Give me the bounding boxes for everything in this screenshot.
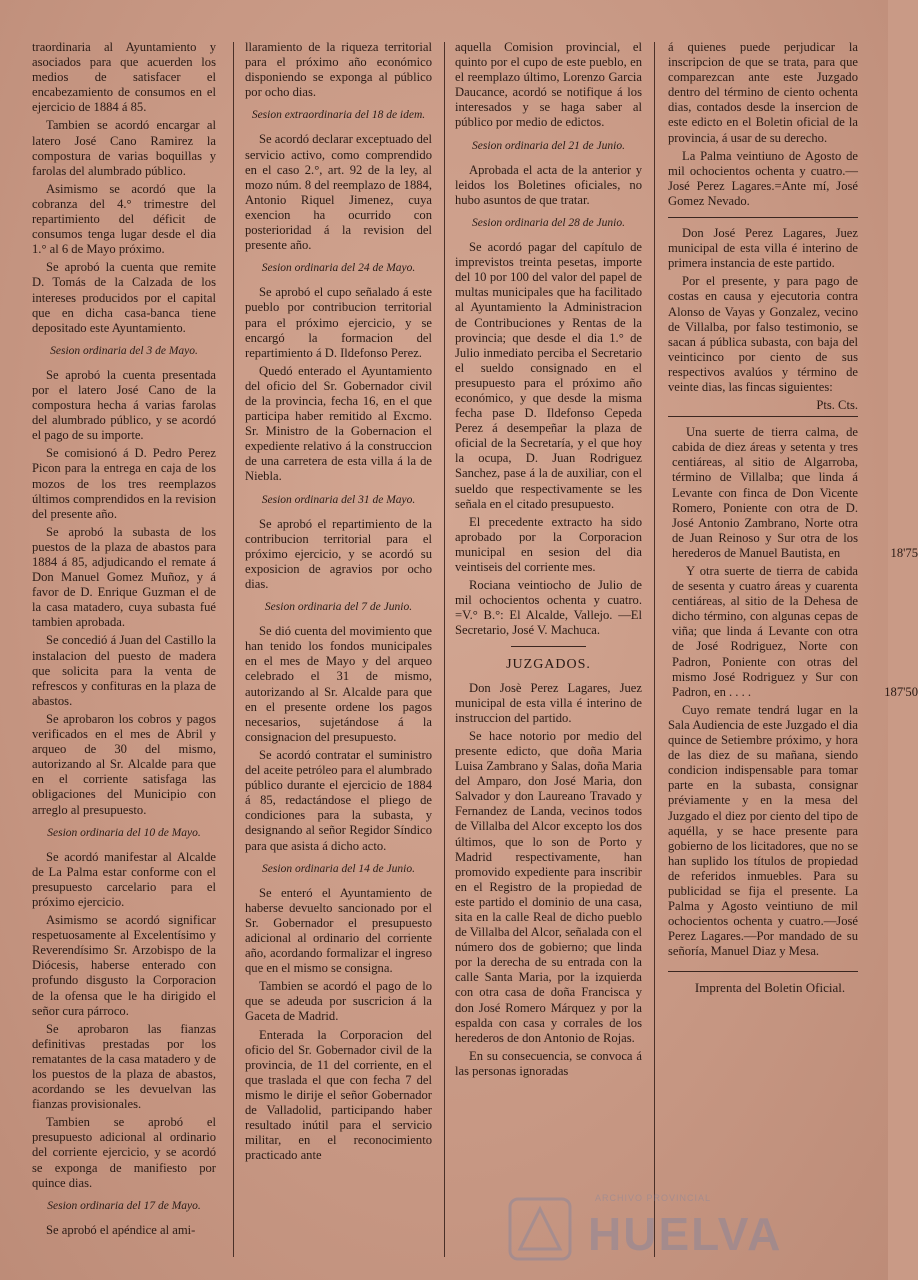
session-heading: Sesion ordinaria del 21 de Junio. [472, 139, 625, 152]
paragraph: Se acordó declarar exceptuado del servicio activo, como comprendido en el caso 2.°, art. 92 de la ley, al mozo núm. 8 del reemplazo de 1884, Antonio Riquel Jimenez, cuya exencion ha ocurrido con posterioridad á la revision del presente año. [245, 132, 432, 253]
separator-rule [668, 217, 858, 218]
paragraph: Aprobada el acta de la anterior y leidos los Boletines oficiales, no hubo asuntos de que tratar. [455, 162, 642, 207]
paragraph: Asimismo se acordó que la cobranza del 4.° trimestre del repartimiento del déficit de consumos tenga lugar desde el dia 1.° al 6 de Mayo próximo. [32, 181, 216, 257]
paragraph: Se aprobaron los cobros y pagos verificados en el mes de Abril y arqueo de 30 del mismo, autorizando al Sr. Alcalde para que en el corriente satisfaga las obligaciones del Municipio con arreglo al presupuesto. [32, 711, 216, 817]
paragraph: En su consecuencia, se convoca á las personas ignoradas [455, 1048, 642, 1078]
paragraph: Rociana veintiocho de Julio de mil ochocientos ochenta y cuatro. =V.° B.°: El Alcalde, Vallejo. —El Secretario, José V. Machuca. [455, 578, 642, 638]
paragraph: Se acordó pagar del capítulo de imprevistos treinta pesetas, importe del 10 por 100 del valor del papel de multas municipales que ha facilitado al Ayuntamiento la Administracion de Contribuciones y Rentas de la provincia; que desde el dia 1.° de Julio inmediato perciba el Secretario el sueldo consignado en el presupuesto para el próximo año económico, y que desde la misma fecha pase D. Ildefonso Cepeda Perez á desempeñar la plaza de oficial de la Secretaría, y el que hoy la ocupa, D. Juan Rodriguez Sanchez, pase á la de auxiliar, con el sueldo que respectivamente se les señala en el citado presupuesto. [455, 240, 642, 511]
auction-lot-2 [668, 564, 918, 700]
column-3 [455, 40, 642, 1265]
session-heading: Sesion ordinaria del 7 de Junio. [264, 601, 413, 614]
session-heading: Sesion ordinaria del 31 de Mayo. [261, 493, 416, 506]
separator-rule [511, 646, 586, 647]
column-2 [245, 40, 432, 1265]
paragraph: Se aprobó la cuenta que remite D. Tomás de la Calzada de los intereses producidos por el capital que en dicha casa-banca tiene depositado este Ayuntamiento. [32, 260, 216, 335]
session-heading: Sesion ordinaria del 28 de Junio. [472, 216, 625, 229]
session-heading: Sesion ordinaria del 3 de Mayo. [50, 344, 198, 357]
auction-lot-1 [668, 425, 918, 561]
paragraph: Tambien se acordó encargar al latero José Cano Ramirez la compostura de varias boquillas y farolas del alumbrado público. [32, 118, 216, 178]
paragraph: Se aprobó el repartimiento de la contribucion territorial para el próximo ejercicio, y se acordó su exposicion de agravios por ocho dias. [245, 516, 432, 591]
session-heading: Sesion ordinaria del 10 de Mayo. [47, 826, 201, 839]
watermark-small-text: ARCHIVO PROVINCIAL [595, 1193, 712, 1203]
session-heading: Sesion extraordinaria del 18 de idem. [251, 109, 426, 122]
lot-description: Y otra suerte de tierra de cabida de sesenta y cuatro áreas y cuarenta centiáreas, al sitio de la Dehesa de dicho término, con algunas cepas de viña; que linda á Levante con otra de José Rodriguez, Norte con Padron, Poniente con otras del mismo José Rodriguez y Sur con Padron, en . . . . [672, 564, 858, 699]
paragraph: Se acordó manifestar al Alcalde de La Palma estar conforme con el presupuesto carcelario para el próximo ejercicio. [32, 849, 216, 909]
paragraph: Asimismo se acordó significar respetuosamente al Excelentísimo y Reverendísimo Sr. Arzobispo de la Diócesis, haberse enterado con profundo disgusto la Corporacion de la ofensa que le ha dirigido el señor cura párroco. [32, 913, 216, 1018]
lot-price: 18'75 [890, 545, 918, 560]
paragraph: Se aprobó la subasta de los puestos de la plaza de abastos para 1884 á 85, adjudicando el remate á Don Manuel Gomez Muñoz, y á favor de D. Enrique Guzman el de la casa matadero, cuya subasta fué tambien aprobada. [32, 524, 216, 630]
paragraph: Se aprobó el apéndice al ami- [46, 1222, 196, 1237]
paragraph: Se concedió á Juan del Castillo la instalacion del puesto de madera que solicita para la venta de refrescos y confituras en la plaza de abastos. [32, 633, 216, 708]
column-4 [668, 40, 918, 1265]
archive-watermark [500, 1185, 880, 1275]
section-title-juzgados: JUZGADOS. [506, 657, 591, 673]
column-divider [233, 42, 234, 1257]
paragraph: llaramiento de la riqueza territorial para el próximo año económico disponiendo se exponga al público por ocho dias. [245, 40, 432, 100]
paragraph: á quienes puede perjudicar la inscripcion de que se trata, para que comparezcan ante este Juzgado dentro del término de ciento ochenta dias, contados desde la insercion de este edicto en el Boletin oficial de la provincia, á usar de su derecho. [668, 40, 858, 145]
watermark-big-text: HUELVA [588, 1208, 783, 1260]
lot-price: 187'50 [884, 684, 918, 699]
price-column-header: Pts. Cts. [816, 398, 858, 413]
paragraph: Se aprobaron las fianzas definitivas prestadas por los rematantes de la casa matadero y de los puestos de la plaza de abastos, acordando se les devuelvan las fianzas provisionales. [32, 1021, 216, 1112]
lot-description: Una suerte de tierra calma, de cabida de diez áreas y setenta y tres centiáreas, al sitio de Algarroba, término de Villalba; que linda á Levante con finca de Don Vicente Romero, Poniente con otra de D. José Antonio Zambrano, Norte otra de Juan Reinoso y Sur otra de los herederos de Manuel Bautista, en [672, 425, 858, 560]
paragraph: aquella Comision provincial, el quinto por el cupo de este pueblo, en el reemplazo último, Lorenzo Garcia Daucance, acordó se notifique á los interesados y se haga saber al público por medio de edictos. [455, 40, 642, 130]
paragraph: Tambien se aprobó el presupuesto adicional al ordinario del corriente ejercicio, y se acordó se exponga de manifiesto por quince dias. [32, 1115, 216, 1190]
paragraph: Tambien se acordó el pago de lo que se adeuda por suscricion á la Gaceta de Madrid. [245, 979, 432, 1024]
paragraph: Don José Perez Lagares, Juez municipal de esta villa é interino de primera instancia de este partido. [668, 226, 858, 271]
paragraph: Se dió cuenta del movimiento que han tenido los fondos municipales en el mes de Mayo y del arqueo celebrado el 31 de mismo, autorizando al Sr. Alcalde para que en el presente ordene los pagos necesarios, sujetándose á la consignacion del presupuesto. [245, 624, 432, 744]
paragraph: Se enteró el Ayuntamiento de haberse devuelto sancionado por el Sr. Gobernador el presupuesto adicional al ordinario del corriente año, acordando formalizar el ingreso que en el mismo se consigna. [245, 885, 432, 976]
paragraph: Se comisionó á D. Pedro Perez Picon para la entrega en caja de los mozos de los tres reemplazos últimos comprendidos en la revision del presente año. [32, 446, 216, 521]
archive-seal-icon [500, 1189, 580, 1269]
separator-rule [668, 416, 858, 417]
session-heading: Sesion ordinaria del 14 de Junio. [262, 862, 415, 875]
column-divider [444, 42, 445, 1257]
paragraph: Cuyo remate tendrá lugar en la Sala Audiencia de este Juzgado el dia quince de Setiembre próximo, y hora de las diez de su mañana, siendo condicion indispensable para tomar parte en la subasta, consignar préviamente y en la mesa del Juzgado el diez por ciento del tipo de aquélla, y se hace presente para gobierno de los licitadores, que no se han suplido los títulos de propiedad de referidos inmuebles. Para su publicidad se fija el presente. La Palma y Agosto veintiuno de mil ochocientos ochenta y cuatro.—José Perez Lagares.—Por mandado de su señoría, Manuel Diaz y Mesa. [668, 702, 858, 959]
session-heading: Sesion ordinaria del 24 de Mayo. [261, 262, 416, 275]
paragraph: Se aprobó el cupo señalado á este pueblo por contribucion territorial para el próximo ejercicio, y se encargó la formacion del repartimiento á D. Ildefonso Perez. [245, 285, 432, 360]
paragraph: Quedó enterado el Ayuntamiento del oficio del Sr. Gobernador civil de la provincia, fecha 16, en el que participa haber remitido al Excmo. Sr. Ministro de la Gobernacion el expediente relativo á la construccion de una carretera de esta villa á la de Niebla. [245, 363, 432, 484]
paragraph: Por el presente, y para pago de costas en causa y ejecutoria contra Alonso de Vayas y Gonzalez, vecino de Villalba, por falso testimonio, se sacan á pública subasta, con baja del veinticinco por ciento de sus respectivos avalúos y término de veinte dias, las fincas siguientes: [668, 274, 858, 394]
column-1 [32, 40, 216, 1265]
paragraph: El precedente extracto ha sido aprobado por la Corporacion municipal en sesion del dia veintiseis del corriente mes. [455, 514, 642, 574]
paragraph: Se acordó contratar el suministro del aceite petróleo para el alumbrado público durante el ejercicio de 1884 á 85, redactándose el pliego de condiciones para la subasta, y designando al señor Regidor Síndico para que asista á dicho acto. [245, 747, 432, 853]
paragraph: traordinaria al Ayuntamiento y asociados para que acuerden los medios de satisfacer el encabezamiento de consumos en el ejercicio de 1884 á 85. [32, 40, 216, 115]
paragraph: La Palma veintiuno de Agosto de mil ochocientos ochenta y cuatro.—José Perez Lagares.=Ante mí, José Gomez Nevado. [668, 148, 858, 208]
paragraph: Se aprobó la cuenta presentada por el latero José Cano de la compostura hecha á varias farolas del alumbrado público, y se acordó el pago de su importe. [32, 367, 216, 443]
paragraph: Enterada la Corporacion del oficio del Sr. Gobernador civil de la provincia, de 11 del corriente, en el que traslada el que con fecha 7 del mismo le dirije el señor Gobernador de Valladolid, participando haber resultado inútil para el servicio militar, en el reconocimiento practicado ante [245, 1027, 432, 1163]
paragraph: Don Josè Perez Lagares, Juez municipal de esta villa é interino de instruccion del partido. [455, 680, 642, 725]
separator-rule [668, 971, 858, 972]
column-divider [654, 42, 655, 1257]
session-heading: Sesion ordinaria del 17 de Mayo. [47, 1199, 201, 1212]
printer-imprint: Imprenta del Boletin Oficial. [694, 980, 846, 996]
paragraph: Se hace notorio por medio del presente edicto, que doña Maria Luisa Zambrano y Salas, doña Maria del Amparo, don José Maria, don Salvador y don Laureano Travado y Fernandez de Landa, vecinos todos de Villalba del Alcor excepto los dos últimos, que lo son de Porto y Madrid respectivamente, han promovido expediente para inscribir en el Registro de la propiedad de este partido el dominio de una casa, sita en la calle Real de dicho pueblo de Villalba del Alcor, señalada con el número dos de gobierno; que linda por la derecha de su entrada con la calle Santa Maria, por la izquierda con otra casa de doña Francisca y don José Romero Márquez y por la espalda con casa y corrales de los herederos de don Antonio de Rojas. [455, 728, 642, 1045]
